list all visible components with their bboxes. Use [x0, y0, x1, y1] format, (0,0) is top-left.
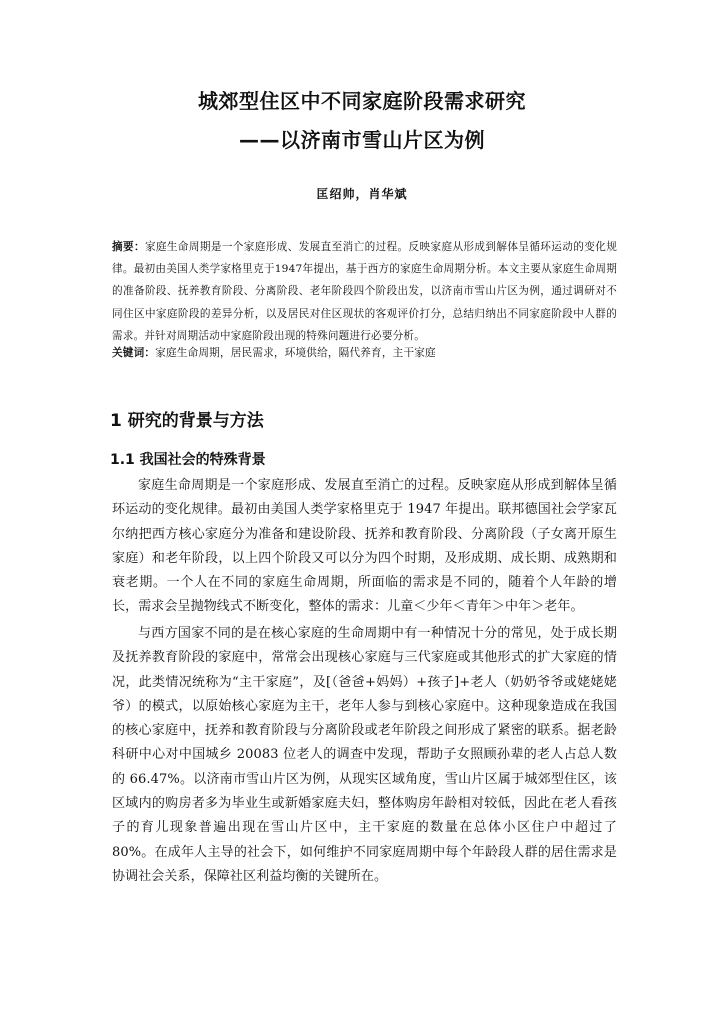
abstract-label: 摘要： — [112, 241, 145, 253]
abstract — [112, 236, 617, 347]
body-paragraph-2: 与西方国家不同的是在核心家庭的生命周期中有一种情况十分的常见，处于成长期及抚养教育阶段的家庭中，常常会出现核心家庭与三代家庭或其他形式的扩大家庭的情况，此类情况统称为“主干家庭”，及[（爸爸+妈妈）+孩子]+老人（奶奶爷爷或姥姥姥爷）的模式，以原始核心家庭为主干，老年人参与到核心家庭中。这种现象造成在我国的核心家庭中，抚养和教育阶段与分离阶段或老年阶段之间形成了紧密的联系。据老龄科研中心对中国城乡 20083 位老人的调查中发现，帮助子女照顾孙辈的老人占总人数的 66.47%。以济南市雪山片区为例，从现实区域角度，雪山片区属于城郊型住区，该区域内的购房者多为毕业生或新婚家庭夫妇，整体购房年龄相对较低，因此在老人看孩子的育儿现象普遍出现在雪山片区中，主干家庭的数量在总体小区住户中超过了 80%。在成年人主导的社会下，如何维护不同家庭周期中每个年龄段人群的居住需求是协调社会关系，保障社区利益均衡的关键所在。 — [112, 626, 617, 884]
paper-title: 城郊型住区中不同家庭阶段需求研究 — [198, 89, 526, 113]
paper-subtitle: ——以济南市雪山片区为例 — [239, 128, 485, 152]
keywords-text: 家庭生命周期，居民需求，环境供给，隔代养育，主干家庭 — [155, 347, 436, 359]
keywords-label: 关键词： — [112, 347, 156, 359]
subsection-heading: 1.1 我国社会的特殊背景 — [110, 452, 266, 468]
body-paragraph-1: 家庭生命周期是一个家庭形成、发展直至消亡的过程。反映家庭从形成到解体呈循环运动的变化规律。最初由美国人类学家格里克于 1947 年提出。联邦德国社会学家瓦尔纳把西方核心家庭分为准备和建设阶段、抚养和教育阶段、分离阶段（子女离开原生家庭）和老年阶段，以上四个阶段又可以分为四个时期，及形成期、成长期、成熟期和衰老期。一个人在不同的家庭生命周期，所面临的需求是不同的，随着个人年龄的增长，需求会呈抛物线式不断变化，整体的需求：儿童＜少年＜青年＞中年＞老年。 — [112, 478, 617, 615]
keywords — [112, 344, 617, 362]
abstract-text: 家庭生命周期是一个家庭形成、发展直至消亡的过程。反映家庭从形成到解体呈循环运动的变化规律。最初由美国人类学家格里克于1947年提出，基于西方的家庭生命周期分析。本文主要从家庭生命周期的准备阶段、抚养教育阶段、分离阶段、老年阶段四个阶段出发，以济南市雪山片区为例，通过调研对不同住区中家庭阶段的差异分析，以及居民对住区现状的客观评价打分，总结归纳出不同家庭阶段中人群的需求。并针对周期活动中家庭阶段出现的特殊问题进行必要分析。 — [112, 241, 617, 342]
section-heading: 1 研究的背景与方法 — [110, 411, 264, 431]
paper-authors: 匡绍帅，肖华斌 — [316, 187, 408, 201]
